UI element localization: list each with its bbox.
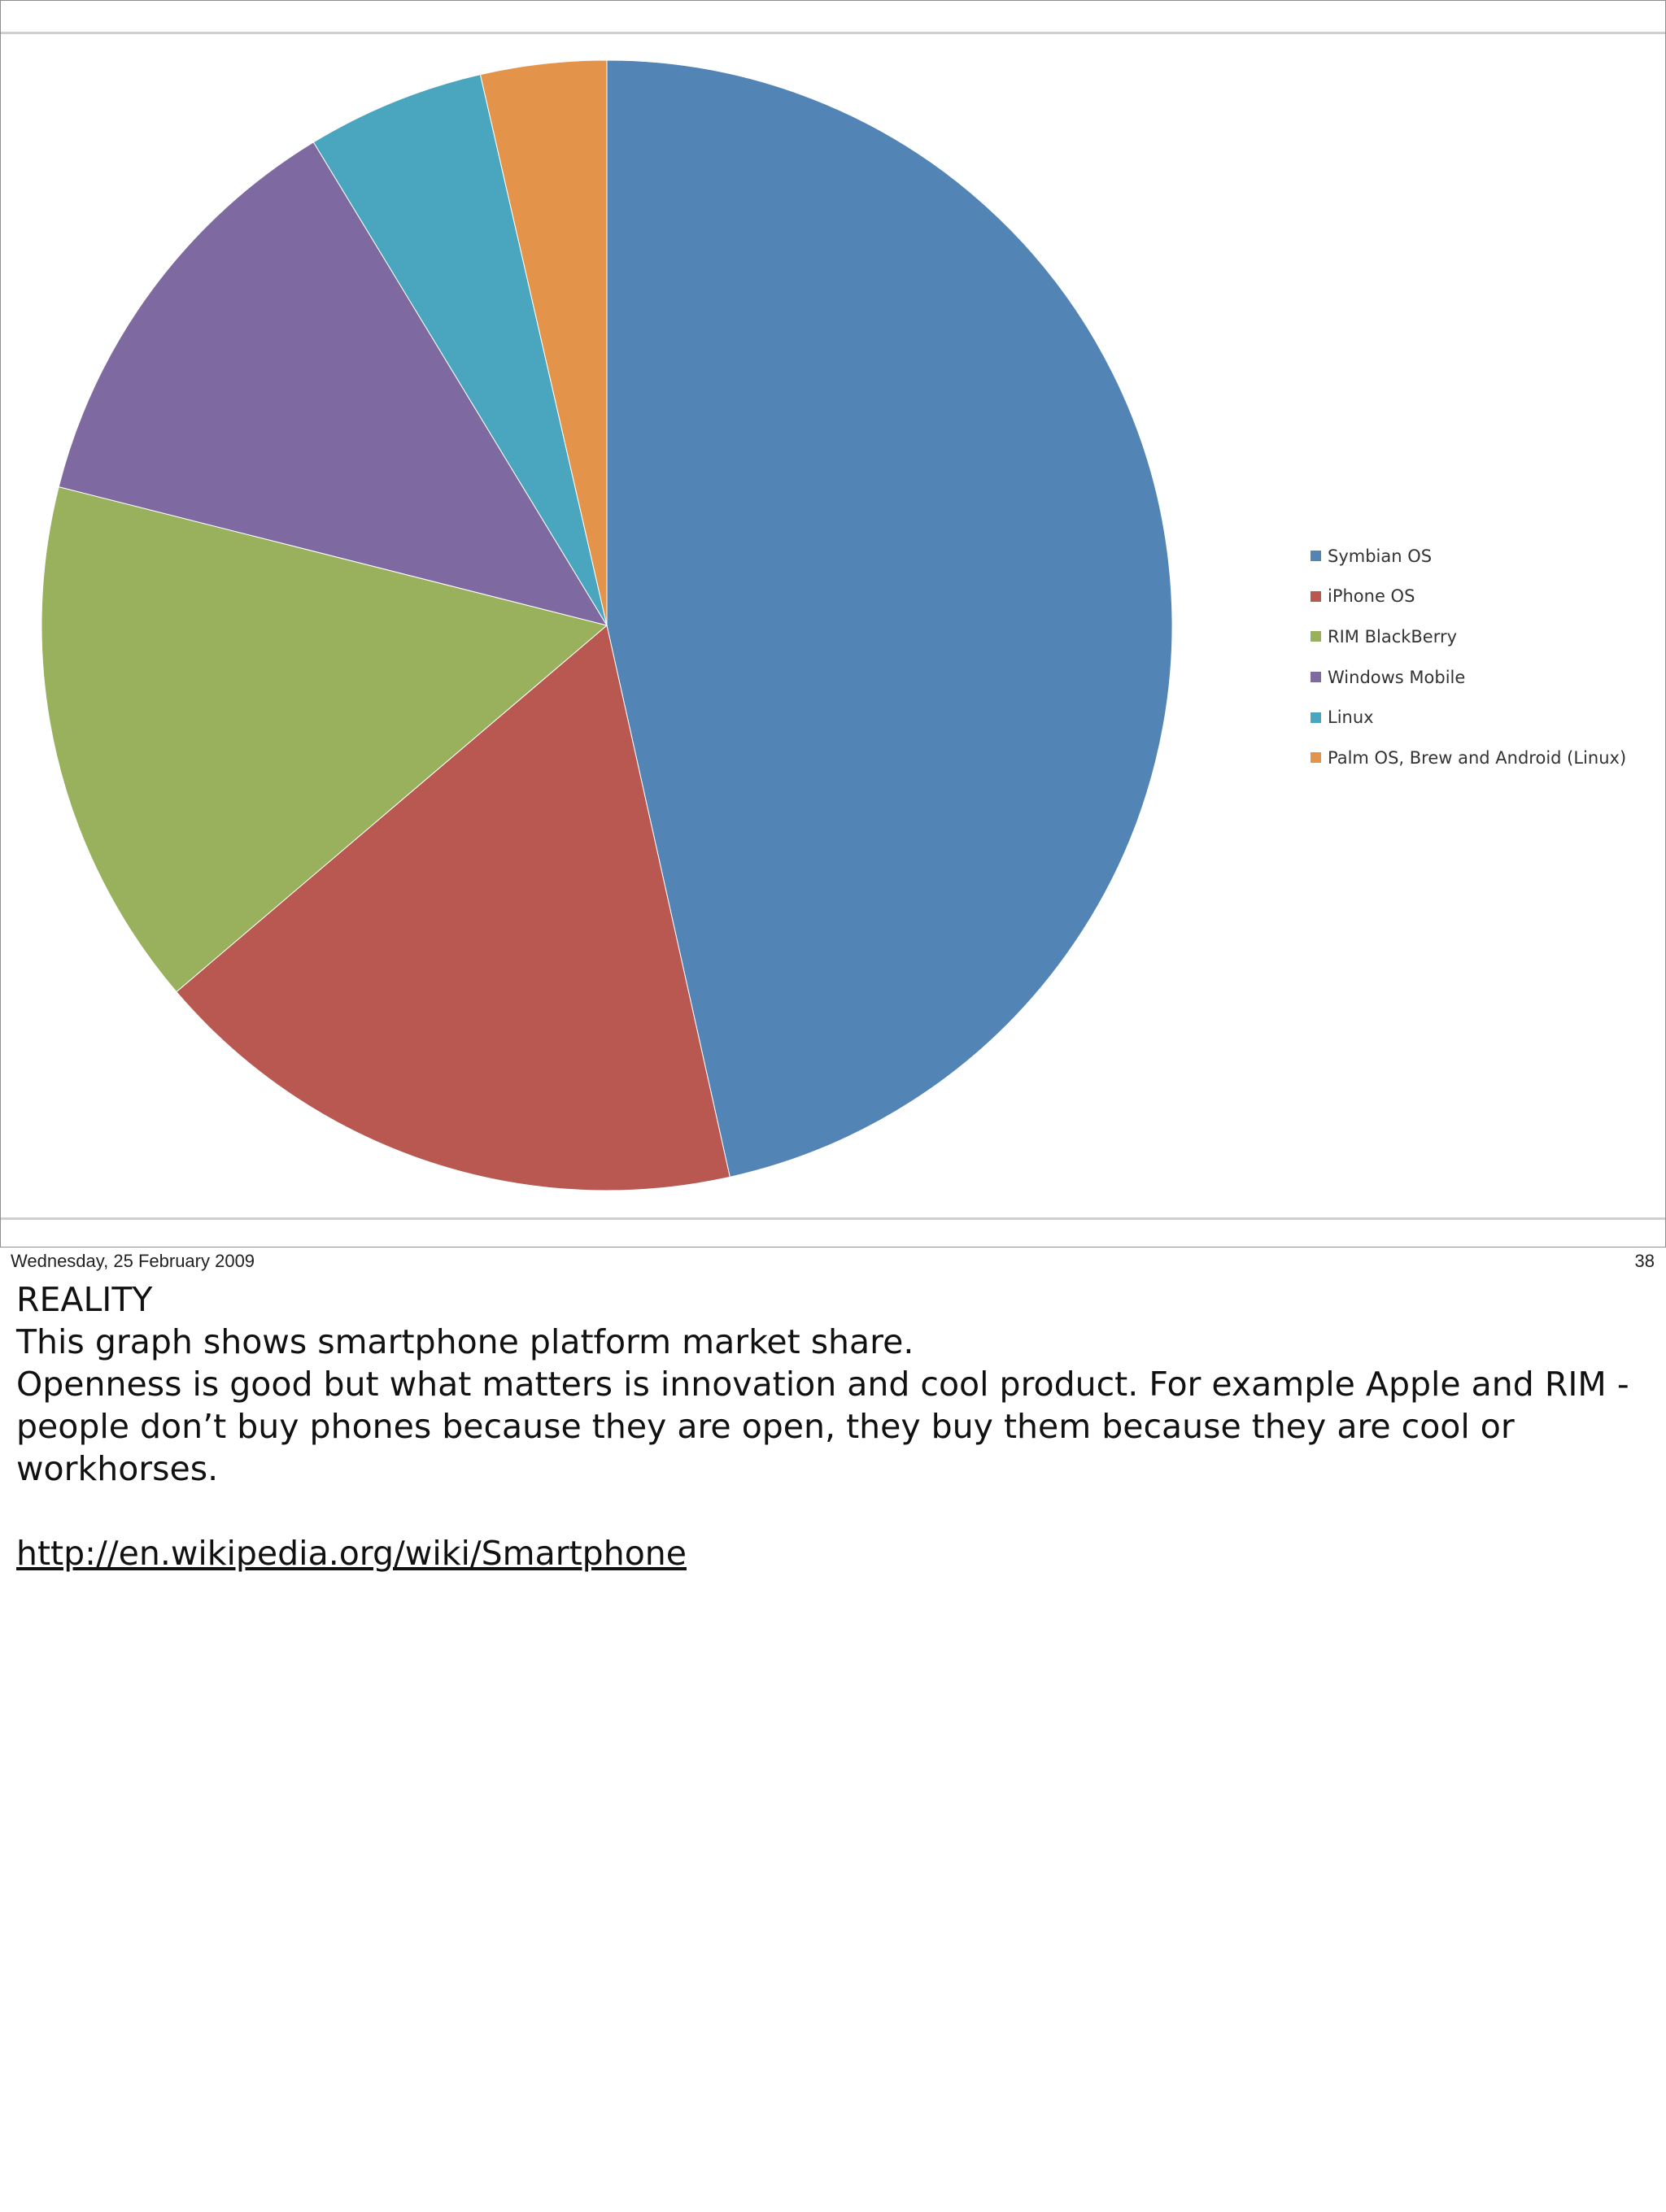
notes-paragraph: Openness is good but what matters is innovation and cool product. For example Apple and RIM - people don’t buy phones because they are open, they buy them because they are cool or workhorses. <box>16 1365 1629 1488</box>
notes-line: This graph shows smartphone platform market share. <box>16 1322 914 1361</box>
legend-label: Linux <box>1328 708 1374 728</box>
legend-swatch <box>1311 712 1321 723</box>
legend-item-rim-blackberry <box>1311 616 1660 657</box>
legend-label: Symbian OS <box>1328 546 1433 566</box>
chart-area <box>1 32 1665 1220</box>
notes-link[interactable]: http://en.wikipedia.org/wiki/Smartphone <box>16 1534 687 1573</box>
legend-item-symbian-os <box>1311 536 1660 577</box>
footer-page-number: 38 <box>1634 1251 1655 1271</box>
legend-label: Windows Mobile <box>1328 667 1466 687</box>
chart-legend <box>1311 536 1660 778</box>
legend-label: Palm OS, Brew and Android (Linux) <box>1328 747 1627 768</box>
footer-date: Wednesday, 25 February 2009 <box>11 1251 255 1271</box>
legend-item-windows-mobile <box>1311 657 1660 698</box>
legend-item-linux <box>1311 697 1660 738</box>
notes-heading: REALITY <box>16 1280 153 1319</box>
legend-item-palm-os-brew-and-android-linux <box>1311 738 1660 778</box>
legend-label: RIM BlackBerry <box>1328 626 1458 647</box>
legend-swatch <box>1311 672 1321 682</box>
legend-swatch <box>1311 551 1321 561</box>
legend-swatch <box>1311 591 1321 602</box>
speaker-notes <box>16 1278 1651 1574</box>
legend-swatch <box>1311 752 1321 763</box>
legend-item-iphone-os <box>1311 577 1660 617</box>
legend-swatch <box>1311 631 1321 642</box>
notes-spacer <box>16 1490 1651 1532</box>
legend-label: iPhone OS <box>1328 586 1415 607</box>
